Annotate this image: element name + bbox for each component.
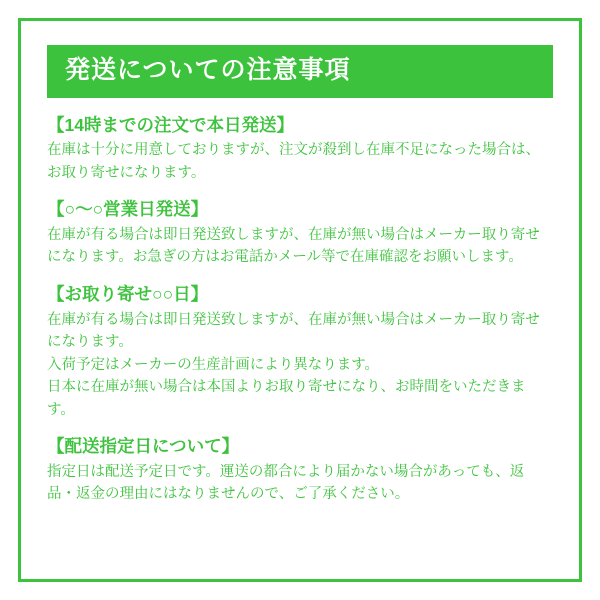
- section-paragraph: 入荷予定はメーカーの生産計画により異なります。: [47, 356, 380, 373]
- section-paragraph: 在庫は十分に用意しておりますが、注文が殺到し在庫不足になった場合は、お取り寄せになります。: [47, 142, 540, 181]
- section-paragraph: 在庫が有る場合は即日発送致しますが、在庫が無い場合はメーカー取り寄せになります。お急ぎの方はお電話かメール等で在庫確認をお願いします。: [47, 226, 540, 266]
- notice-section: [47, 435, 553, 506]
- section-heading: 【配送指定日について】: [47, 435, 240, 456]
- page-title: 発送についての注意事項: [47, 45, 553, 98]
- section-body: [47, 461, 553, 506]
- section-paragraph: 在庫が有る場合は即日発送致しますが、在庫が無い場合はメーカー取り寄せになります。: [47, 311, 540, 351]
- section-body: [47, 224, 553, 269]
- section-body: [47, 309, 553, 421]
- notice-frame: [18, 18, 582, 582]
- section-paragraph: 指定日は配送予定日です。運送の都合により届かない場合があっても、返品・返金の理由にはなりませんので、ご了承ください。: [47, 463, 525, 503]
- section-heading: 【お取り寄せ○○日】: [47, 283, 209, 304]
- notice-section: [47, 114, 553, 185]
- section-body: [47, 139, 553, 184]
- notice-section: [47, 198, 553, 269]
- notice-section: [47, 283, 553, 421]
- section-heading: 【14時までの注文で本日発送】: [47, 114, 294, 135]
- section-heading: 【○〜○営業日発送】: [47, 199, 209, 220]
- section-paragraph: 日本に在庫が無い場合は本国よりお取り寄せになり、お時間をいただきます。: [47, 379, 526, 418]
- notice-sections: [47, 114, 553, 506]
